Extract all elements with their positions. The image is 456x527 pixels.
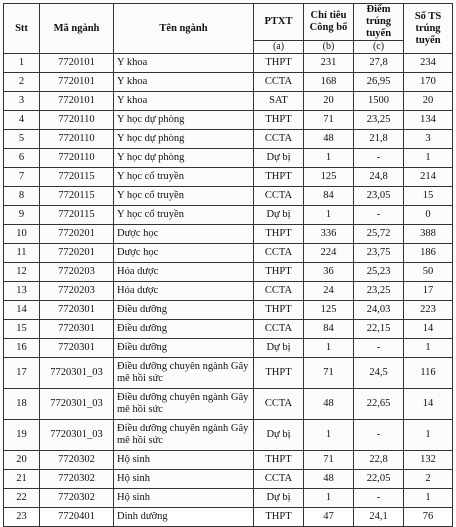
cell-ptxt: THPT [254,111,304,130]
cell-stt: 5 [4,130,40,149]
cell-so-ts: 2 [404,470,453,489]
table-row [4,470,453,489]
cell-stt: 23 [4,508,40,527]
cell-so-ts: 1 [404,339,453,358]
cell-so-ts: 170 [404,73,453,92]
cell-stt: 11 [4,244,40,263]
cell-stt: 6 [4,149,40,168]
table-row [4,92,453,111]
cell-stt: 4 [4,111,40,130]
cell-ten-nganh: Y học cổ truyền [114,168,254,187]
cell-ten-nganh: Y học cổ truyền [114,206,254,225]
cell-ptxt: CCTA [254,282,304,301]
cell-ma-nganh: 7720301 [40,320,114,339]
cell-diem: 22,05 [354,470,404,489]
cell-diem: 26,95 [354,73,404,92]
cell-diem: - [354,149,404,168]
cell-ptxt: CCTA [254,244,304,263]
cell-chi-tieu: 24 [304,282,354,301]
col-header-ten-nganh: Tên ngành [114,4,254,54]
table-row [4,489,453,508]
admission-table [3,3,453,527]
cell-diem: 24,03 [354,301,404,320]
cell-stt: 22 [4,489,40,508]
table-body [4,54,453,527]
cell-ma-nganh: 7720110 [40,130,114,149]
cell-ma-nganh: 7720115 [40,206,114,225]
cell-so-ts: 50 [404,263,453,282]
cell-stt: 20 [4,451,40,470]
table-row [4,508,453,527]
cell-ten-nganh: Hộ sinh [114,470,254,489]
cell-ma-nganh: 7720115 [40,187,114,206]
cell-ten-nganh: Hóa dược [114,282,254,301]
cell-diem: - [354,420,404,451]
col-header-so-ts: Số TS trúng tuyển [404,4,453,54]
cell-ma-nganh: 7720110 [40,149,114,168]
header-row [4,4,453,41]
cell-ptxt: CCTA [254,187,304,206]
table-row [4,320,453,339]
cell-stt: 2 [4,73,40,92]
cell-ma-nganh: 7720115 [40,168,114,187]
cell-ptxt: Dự bị [254,420,304,451]
table-row [4,149,453,168]
table-row [4,187,453,206]
cell-so-ts: 20 [404,92,453,111]
table-row [4,282,453,301]
cell-ma-nganh: 7720302 [40,451,114,470]
cell-diem: 25,23 [354,263,404,282]
cell-chi-tieu: 1 [304,420,354,451]
cell-ptxt: Dự bị [254,206,304,225]
cell-so-ts: 1 [404,149,453,168]
cell-ptxt: Dự bị [254,149,304,168]
cell-stt: 16 [4,339,40,358]
cell-diem: 22,8 [354,451,404,470]
cell-ma-nganh: 7720301 [40,339,114,358]
cell-stt: 18 [4,389,40,420]
cell-chi-tieu: 125 [304,301,354,320]
cell-ptxt: CCTA [254,320,304,339]
cell-ma-nganh: 7720301 [40,301,114,320]
cell-so-ts: 132 [404,451,453,470]
cell-ptxt: THPT [254,54,304,73]
table-row [4,358,453,389]
cell-stt: 10 [4,225,40,244]
cell-ptxt: CCTA [254,470,304,489]
cell-so-ts: 234 [404,54,453,73]
cell-ptxt: THPT [254,225,304,244]
col-header-diem: Điểm trúng tuyển [354,4,404,41]
cell-ten-nganh: Hóa dược [114,263,254,282]
cell-chi-tieu: 71 [304,358,354,389]
table-row [4,225,453,244]
cell-stt: 21 [4,470,40,489]
cell-chi-tieu: 47 [304,508,354,527]
table-row [4,244,453,263]
table-row [4,111,453,130]
cell-stt: 3 [4,92,40,111]
table-row [4,451,453,470]
cell-diem: - [354,339,404,358]
cell-diem: 23,25 [354,111,404,130]
table-row [4,420,453,451]
cell-ten-nganh: Y học dự phòng [114,130,254,149]
cell-diem: 23,05 [354,187,404,206]
table-row [4,263,453,282]
cell-so-ts: 3 [404,130,453,149]
cell-chi-tieu: 48 [304,470,354,489]
cell-diem: 24,5 [354,358,404,389]
cell-ma-nganh: 7720201 [40,225,114,244]
cell-chi-tieu: 1 [304,206,354,225]
cell-ten-nganh: Dược học [114,225,254,244]
cell-stt: 19 [4,420,40,451]
cell-ma-nganh: 7720302 [40,489,114,508]
cell-diem: 27,8 [354,54,404,73]
cell-diem: 22,15 [354,320,404,339]
cell-diem: 24,8 [354,168,404,187]
cell-diem: 1500 [354,92,404,111]
cell-chi-tieu: 336 [304,225,354,244]
cell-stt: 9 [4,206,40,225]
cell-ptxt: THPT [254,358,304,389]
cell-so-ts: 15 [404,187,453,206]
table-row [4,54,453,73]
cell-ten-nganh: Y khoa [114,54,254,73]
cell-so-ts: 388 [404,225,453,244]
cell-chi-tieu: 168 [304,73,354,92]
cell-chi-tieu: 231 [304,54,354,73]
cell-ten-nganh: Y học cổ truyền [114,187,254,206]
cell-ten-nganh: Điều dưỡng chuyên ngành Gây mê hồi sức [114,420,254,451]
cell-so-ts: 17 [404,282,453,301]
cell-diem: 22,65 [354,389,404,420]
cell-chi-tieu: 125 [304,168,354,187]
cell-ten-nganh: Hộ sinh [114,489,254,508]
cell-ma-nganh: 7720301_03 [40,358,114,389]
cell-ten-nganh: Điều dưỡng chuyên ngành Gây mê hồi sức [114,358,254,389]
cell-ptxt: THPT [254,263,304,282]
cell-ten-nganh: Điều dưỡng [114,339,254,358]
cell-chi-tieu: 71 [304,451,354,470]
cell-ma-nganh: 7720101 [40,73,114,92]
cell-stt: 13 [4,282,40,301]
table-row [4,206,453,225]
table-row [4,389,453,420]
cell-diem: - [354,206,404,225]
cell-chi-tieu: 84 [304,187,354,206]
cell-ma-nganh: 7720301_03 [40,420,114,451]
cell-so-ts: 76 [404,508,453,527]
cell-ptxt: CCTA [254,130,304,149]
cell-stt: 7 [4,168,40,187]
cell-chi-tieu: 84 [304,320,354,339]
cell-so-ts: 1 [404,489,453,508]
table-row [4,130,453,149]
cell-so-ts: 14 [404,320,453,339]
cell-ten-nganh: Dược học [114,244,254,263]
cell-so-ts: 0 [404,206,453,225]
cell-ten-nganh: Điều dưỡng chuyên ngành Gây mê hồi sức [114,389,254,420]
col-header-stt: Stt [4,4,40,54]
cell-diem: - [354,489,404,508]
cell-stt: 14 [4,301,40,320]
cell-so-ts: 214 [404,168,453,187]
col-header-ptxt: PTXT [254,4,304,41]
cell-diem: 23,75 [354,244,404,263]
col-header-ma-nganh: Mã ngành [40,4,114,54]
cell-ptxt: THPT [254,451,304,470]
cell-ptxt: CCTA [254,73,304,92]
cell-ptxt: THPT [254,301,304,320]
cell-chi-tieu: 20 [304,92,354,111]
cell-ten-nganh: Dinh dưỡng [114,508,254,527]
cell-ptxt: SAT [254,92,304,111]
cell-ptxt: CCTA [254,389,304,420]
cell-ma-nganh: 7720401 [40,508,114,527]
cell-ma-nganh: 7720101 [40,92,114,111]
cell-chi-tieu: 71 [304,111,354,130]
cell-stt: 8 [4,187,40,206]
cell-so-ts: 186 [404,244,453,263]
cell-chi-tieu: 1 [304,339,354,358]
cell-so-ts: 134 [404,111,453,130]
cell-chi-tieu: 48 [304,130,354,149]
cell-ptxt: THPT [254,508,304,527]
cell-ptxt: THPT [254,168,304,187]
cell-so-ts: 223 [404,301,453,320]
cell-ten-nganh: Điều dưỡng [114,301,254,320]
cell-ten-nganh: Y học dự phòng [114,111,254,130]
cell-diem: 24,1 [354,508,404,527]
cell-so-ts: 116 [404,358,453,389]
cell-ten-nganh: Y học dự phòng [114,149,254,168]
table-row [4,301,453,320]
cell-chi-tieu: 48 [304,389,354,420]
cell-ma-nganh: 7720101 [40,54,114,73]
cell-ten-nganh: Hộ sinh [114,451,254,470]
subheader-ptxt: (a) [254,41,304,54]
cell-ten-nganh: Y khoa [114,92,254,111]
cell-chi-tieu: 1 [304,149,354,168]
subheader-diem: (c) [354,41,404,54]
cell-ptxt: Dự bị [254,339,304,358]
subheader-chi-tieu: (b) [304,41,354,54]
table-row [4,168,453,187]
cell-so-ts: 14 [404,389,453,420]
cell-chi-tieu: 1 [304,489,354,508]
cell-diem: 23,25 [354,282,404,301]
cell-ma-nganh: 7720203 [40,282,114,301]
cell-chi-tieu: 36 [304,263,354,282]
cell-stt: 1 [4,54,40,73]
cell-ten-nganh: Điều dưỡng [114,320,254,339]
cell-ma-nganh: 7720110 [40,111,114,130]
cell-stt: 12 [4,263,40,282]
cell-stt: 17 [4,358,40,389]
table-row [4,339,453,358]
cell-ptxt: Dự bị [254,489,304,508]
cell-ma-nganh: 7720203 [40,263,114,282]
cell-ma-nganh: 7720301_03 [40,389,114,420]
cell-diem: 21,8 [354,130,404,149]
cell-so-ts: 1 [404,420,453,451]
cell-stt: 15 [4,320,40,339]
table-row [4,73,453,92]
cell-diem: 25,72 [354,225,404,244]
cell-ma-nganh: 7720302 [40,470,114,489]
col-header-chi-tieu: Chỉ tiêu Công bố [304,4,354,41]
cell-ma-nganh: 7720201 [40,244,114,263]
cell-ten-nganh: Y khoa [114,73,254,92]
cell-chi-tieu: 224 [304,244,354,263]
